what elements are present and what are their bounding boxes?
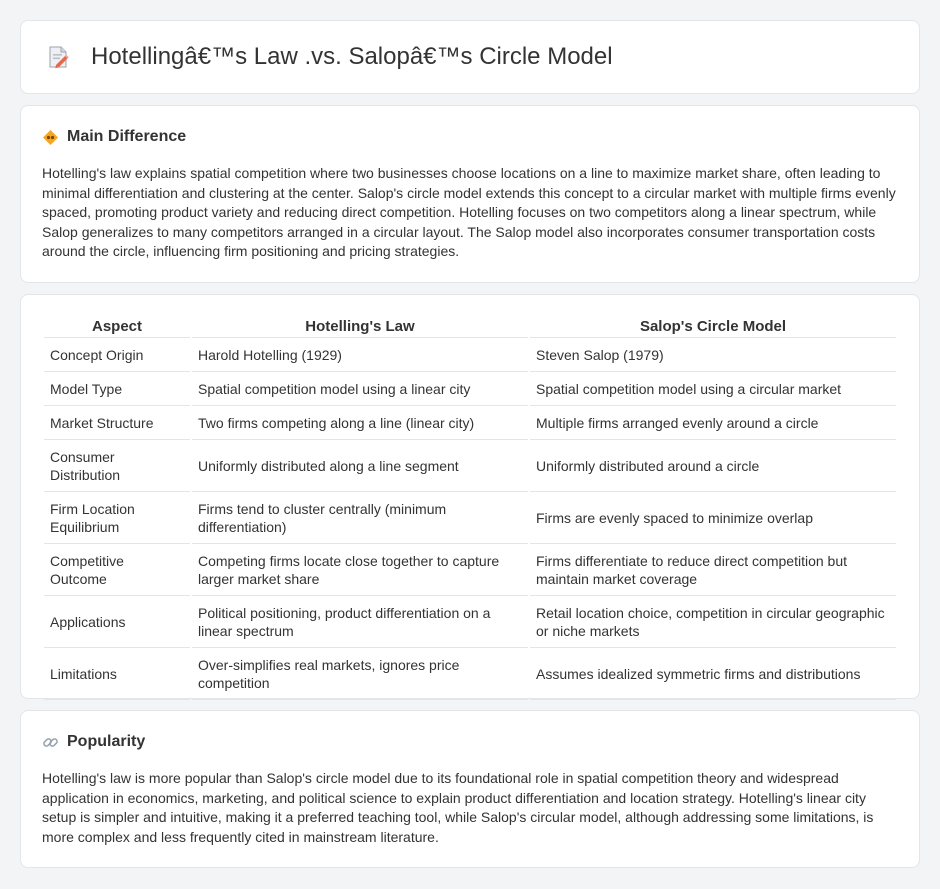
row-hotelling: Harold Hotelling (1929) — [192, 338, 528, 372]
comparison-table-card — [20, 294, 920, 699]
main-difference-text: Hotelling's law explains spatial competition where two businesses choose locations on a line to maximize market share, often leading to minimal differentiation and clustering at the center. Salop's circle model extends this concept to a circular market with multiple firms evenly spaced, promoting product variety and reducing direct competition. Hotelling focuses on two competitors along a linear spectrum, while Salop generalizes to many competitors arranged in a circular layout. The Salop model also incorporates consumer transportation costs around the circle, influencing firm positioning and pricing strategies. — [42, 165, 896, 259]
row-aspect: Consumer Distribution — [44, 440, 190, 492]
row-aspect: Applications — [44, 596, 190, 648]
popularity-section — [20, 710, 920, 868]
row-salop: Retail location choice, competition in circular geographic or niche markets — [530, 596, 896, 648]
table-row — [44, 372, 896, 406]
row-hotelling: Over-simplifies real markets, ignores price competition — [192, 648, 528, 700]
row-aspect: Limitations — [44, 648, 190, 700]
row-hotelling: Two firms competing along a line (linear city) — [192, 406, 528, 440]
table-row — [44, 338, 896, 372]
page-title: Hotellingâ€™s Law .vs. Salopâ€™s Circle Model — [91, 43, 613, 70]
table-header-row — [44, 317, 896, 338]
row-salop: Firms are evenly spaced to minimize overlap — [530, 492, 896, 544]
table-row — [44, 440, 896, 492]
row-hotelling: Firms tend to cluster centrally (minimum differentiation) — [192, 492, 528, 544]
row-aspect: Market Structure — [44, 406, 190, 440]
table-row — [44, 648, 896, 700]
popularity-text: Hotelling's law is more popular than Salop's circle model due to its foundational role in spatial competition theory and widespread application in economics, marketing, and political science to explain product differentiation and location strategy. Hotelling's linear city setup is simpler and intuitive, making it a preferred teaching tool, while Salop's circular model, although addressing some limitations, is more complex and less frequently cited in mainstream literature. — [42, 770, 874, 845]
row-aspect: Firm Location Equilibrium — [44, 492, 190, 544]
diamond-pin-icon — [42, 129, 59, 146]
row-salop: Spatial competition model using a circular market — [530, 372, 896, 406]
row-hotelling: Political positioning, product differentiation on a linear spectrum — [192, 596, 528, 648]
title-card — [20, 20, 920, 94]
row-hotelling: Competing firms locate close together to capture larger market share — [192, 544, 528, 596]
row-salop: Assumes idealized symmetric firms and distributions — [530, 648, 896, 700]
header-hotelling: Hotelling's Law — [192, 317, 528, 338]
header-aspect: Aspect — [44, 317, 190, 338]
table-row — [44, 406, 896, 440]
popularity-heading: Popularity — [67, 733, 146, 750]
document-edit-icon — [45, 44, 71, 70]
table-row — [44, 544, 896, 596]
row-salop: Steven Salop (1979) — [530, 338, 896, 372]
row-hotelling: Uniformly distributed along a line segment — [192, 440, 528, 492]
table-row — [44, 596, 896, 648]
row-aspect: Concept Origin — [44, 338, 190, 372]
link-icon — [42, 734, 59, 751]
row-salop: Firms differentiate to reduce direct competition but maintain market coverage — [530, 544, 896, 596]
row-aspect: Competitive Outcome — [44, 544, 190, 596]
row-hotelling: Spatial competition model using a linear city — [192, 372, 528, 406]
comparison-table — [42, 317, 898, 700]
row-salop: Multiple firms arranged evenly around a circle — [530, 406, 896, 440]
main-difference-section — [20, 105, 920, 283]
main-difference-heading: Main Difference — [67, 128, 187, 145]
row-salop: Uniformly distributed around a circle — [530, 440, 896, 492]
row-aspect: Model Type — [44, 372, 190, 406]
table-row — [44, 492, 896, 544]
header-salop: Salop's Circle Model — [530, 317, 896, 338]
